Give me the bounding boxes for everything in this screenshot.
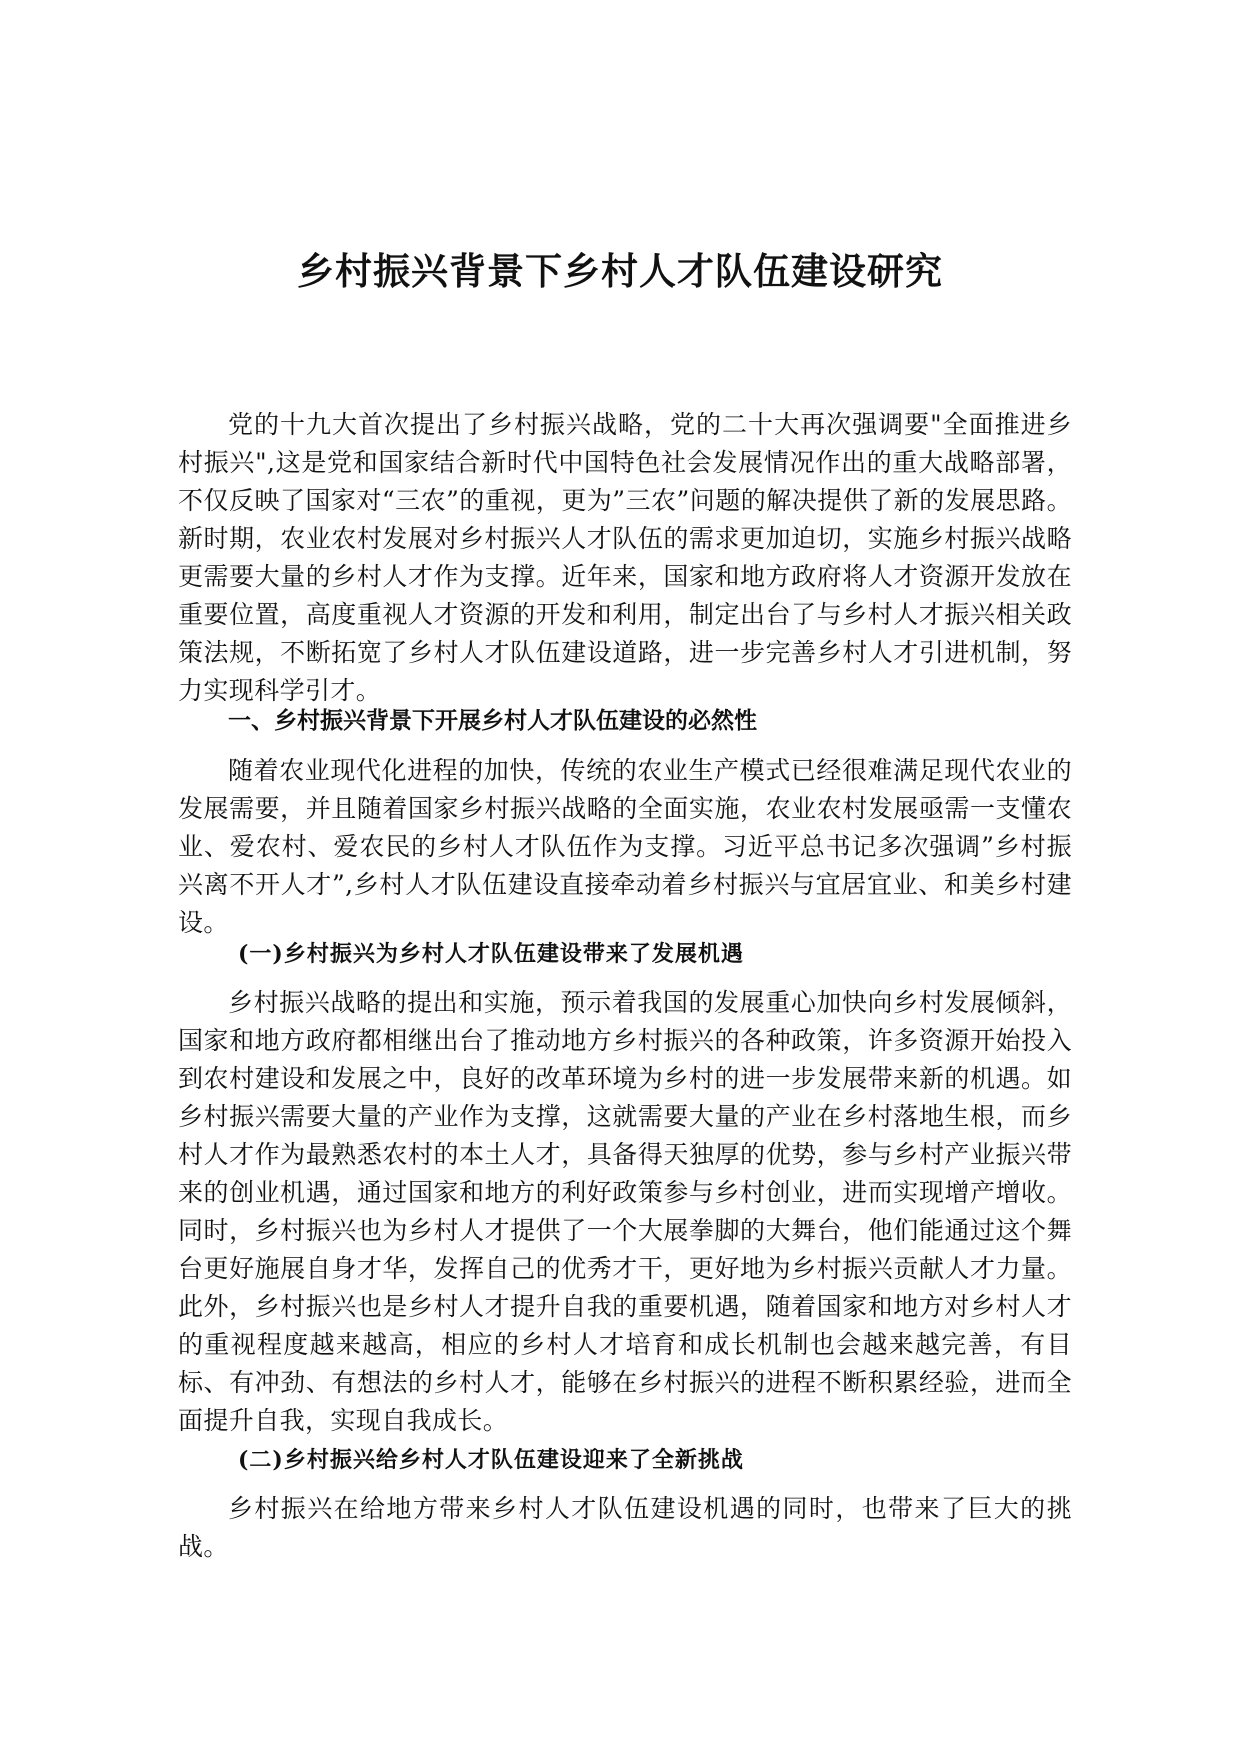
subsection-1-paragraph: 乡村振兴战略的提出和实施，预示着我国的发展重心加快向乡村发展倾斜，国家和地方政府都相继出台了推动地方乡村振兴的各种政策，许多资源开始投入到农村建设和发展之中，良好的改革环境为乡村的进一步发展带来新的机遇。如乡村振兴需要大量的产业作为支撑，这就需要大量的产业在乡村落地生根，而乡村人才作为最熟悉农村的本土人才，具备得天独厚的优势，参与乡村产业振兴带来的创业机遇，通过国家和地方的利好政策参与乡村创业，进而实现增产增收。同时，乡村振兴也为乡村人才提供了一个大展拳脚的大舞台，他们能通过这个舞台更好施展自身才华，发挥自己的优秀才干，更好地为乡村振兴贡献人才力量。此外，乡村振兴也是乡村人才提升自我的重要机遇，随着国家和地方对乡村人才的重视程度越来越高，相应的乡村人才培育和成长机制也会越来越完善，有目标、有冲劲、有想法的乡村人才，能够在乡村振兴的进程不断积累经验，进而全面提升自我，实现自我成长。 — [178, 988, 1072, 1435]
intro-paragraph: 党的十九大首次提出了乡村振兴战略，党的二十大再次强调要"全面推进乡村振兴",这是党和国家结合新时代中国特色社会发展情况作出的重大战略部署，不仅反映了国家对“三农”的重视，更为”三农”问题的解决提供了新的发展思路。新时期，农业农村发展对乡村振兴人才队伍的需求更加迫切，实施乡村振兴战略更需要大量的乡村人才作为支撑。近年来，国家和地方政府将人才资源开发放在重要位置，高度重视人才资源的开发和利用，制定出台了与乡村人才振兴相关政策法规，不断拓宽了乡村人才队伍建设道路，进一步完善乡村人才引进机制，努力实现科学引才。 — [178, 410, 1072, 705]
subsection-heading-2: (二)乡村振兴给乡村人才队伍建设迎来了全新挑战 — [238, 1447, 744, 1473]
subsection-2-paragraph: 乡村振兴在给地方带来乡村人才队伍建设机遇的同时，也带来了巨大的挑战。 — [178, 1494, 1072, 1561]
section-1-paragraph: 随着农业现代化进程的加快，传统的农业生产模式已经很难满足现代农业的发展需要，并且随着国家乡村振兴战略的全面实施，农业农村发展亟需一支懂农业、爱农村、爱农民的乡村人才队伍作为支撑。习近平总书记多次强调”乡村振兴离不开人才”,乡村人才队伍建设直接牵动着乡村振兴与宜居宜业、和美乡村建设。 — [178, 756, 1072, 937]
section-heading-1: 一、乡村振兴背景下开展乡村人才队伍建设的必然性 — [228, 708, 757, 734]
subsection-heading-1: (一)乡村振兴为乡村人才队伍建设带来了发展机遇 — [238, 941, 744, 967]
document-title: 乡村振兴背景下乡村人才队伍建设研究 — [297, 250, 943, 293]
